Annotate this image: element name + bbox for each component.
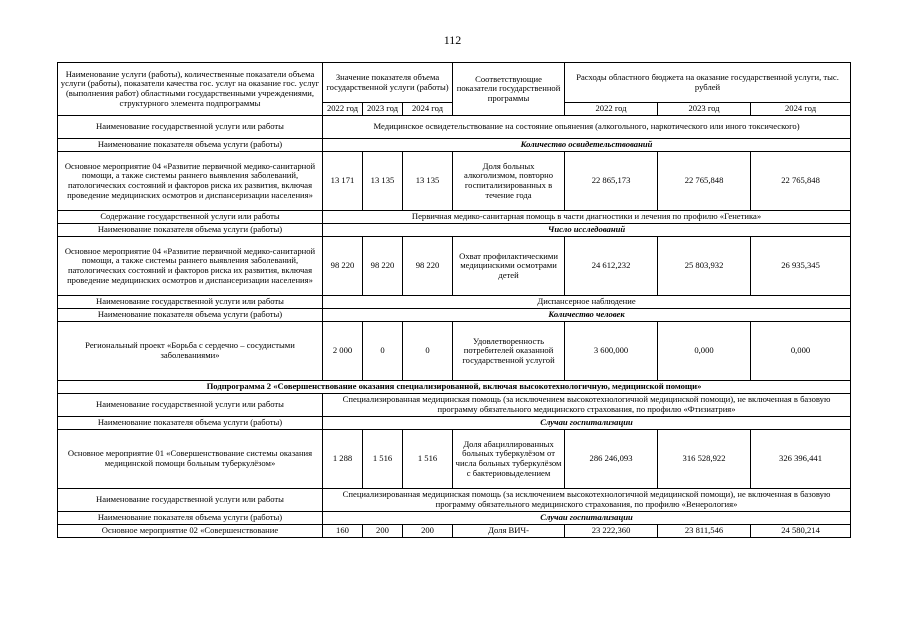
event-name: Основное мероприятие 04 «Развитие первичной медико-санитарной помощи, а также системы раннего выявления заболеваний, патологических состояний и факторов риска их развития, включая проведение медицинских осмотров и диспансеризации населения» (58, 237, 323, 296)
page-number: 112 (443, 33, 462, 47)
year-cell: 2024 год (403, 103, 453, 116)
program-indicator: Доля абациллированных больных туберкулёзом от числа больных туберкулёзом с бактериовыделением (453, 430, 565, 489)
subprogram-title: Подпрограмма 2 «Совершенствование оказания специализированной, включая высокотехнологичную, медицинской помощи» (58, 381, 851, 394)
indicator-name-row (58, 417, 851, 430)
expense-2022: 286 246,093 (565, 430, 658, 489)
header-volume-col: Значение показателя объема государственной услуги (работы) (323, 63, 453, 103)
service-name-value: Диспансерное наблюдение (323, 296, 851, 309)
indicator-name-label: Наименование показателя объема услуги (работы) (58, 309, 323, 322)
program-indicator: Доля больных алкоголизмом, повторно госпитализированных в течение года (453, 152, 565, 211)
service-content-label: Содержание государственной услуги или работы (58, 211, 323, 224)
indicator-name-label: Наименование показателя объема услуги (работы) (58, 417, 323, 430)
indicator-name-value: Количество человек (323, 309, 851, 322)
year-cell: 2022 год (565, 103, 658, 116)
service-name-label: Наименование государственной услуги или работы (58, 394, 323, 417)
header-expense-col: Расходы областного бюджета на оказание государственной услуги, тыс. рублей (565, 63, 851, 103)
indicator-name-row (58, 224, 851, 237)
indicator-name-row (58, 512, 851, 525)
header-row (58, 63, 851, 103)
service-name-row (58, 296, 851, 309)
year-cell: 2023 год (363, 103, 403, 116)
budget-table (57, 62, 851, 538)
volume-2022: 1 288 (323, 430, 363, 489)
service-name-label: Наименование государственной услуги или работы (58, 296, 323, 309)
event-name: Основное мероприятие 02 «Совершенствование (58, 525, 323, 538)
service-name-value: Специализированная медицинская помощь (за исключением высокотехнологичной медицинской помощи), не включенная в базовую программу обязательного медицинского страхования, по профилю «Венерология» (323, 489, 851, 512)
volume-2024: 200 (403, 525, 453, 538)
data-row (58, 322, 851, 381)
service-name-value: Медицинское освидетельствование на состояние опьянения (алкогольного, наркотического или иного токсического) (323, 116, 851, 139)
service-name-row (58, 394, 851, 417)
volume-2022: 2 000 (323, 322, 363, 381)
expense-2023: 25 803,932 (658, 237, 751, 296)
service-name-row (58, 116, 851, 139)
data-row (58, 525, 851, 538)
volume-2023: 200 (363, 525, 403, 538)
service-name-label: Наименование государственной услуги или работы (58, 116, 323, 139)
indicator-name-value: Случаи госпитализации (323, 512, 851, 525)
expense-2024: 24 580,214 (751, 525, 851, 538)
header-program-col: Соответствующие показатели государственной программы (453, 63, 565, 116)
volume-2023: 0 (363, 322, 403, 381)
indicator-name-row (58, 309, 851, 322)
expense-2022: 22 865,173 (565, 152, 658, 211)
indicator-name-label: Наименование показателя объема услуги (работы) (58, 224, 323, 237)
volume-2022: 13 171 (323, 152, 363, 211)
volume-2024: 0 (403, 322, 453, 381)
event-name: Основное мероприятие 04 «Развитие первичной медико-санитарной помощи, а также системы раннего выявления заболеваний, патологических состояний и факторов риска их развития, включая проведение медицинских осмотров и диспансеризации населения» (58, 152, 323, 211)
data-row (58, 152, 851, 211)
expense-2024: 26 935,345 (751, 237, 851, 296)
data-row (58, 237, 851, 296)
service-name-row (58, 489, 851, 512)
year-cell: 2023 год (658, 103, 751, 116)
expense-2024: 326 396,441 (751, 430, 851, 489)
year-cell: 2024 год (751, 103, 851, 116)
subprogram-row (58, 381, 851, 394)
expense-2023: 23 811,546 (658, 525, 751, 538)
indicator-name-label: Наименование показателя объема услуги (работы) (58, 139, 323, 152)
indicator-name-value: Количество освидетельствований (323, 139, 851, 152)
event-name: Основное мероприятие 01 «Совершенствование системы оказания медицинской помощи больным туберкулёзом» (58, 430, 323, 489)
expense-2023: 22 765,848 (658, 152, 751, 211)
indicator-name-row (58, 139, 851, 152)
volume-2023: 98 220 (363, 237, 403, 296)
program-indicator: Охват профилактическими медицинскими осмотрами детей (453, 237, 565, 296)
event-name: Региональный проект «Борьба с сердечно – сосудистыми заболеваниями» (58, 322, 323, 381)
volume-2024: 1 516 (403, 430, 453, 489)
expense-2023: 316 528,922 (658, 430, 751, 489)
volume-2024: 13 135 (403, 152, 453, 211)
expense-2024: 0,000 (751, 322, 851, 381)
service-content-row (58, 211, 851, 224)
volume-2024: 98 220 (403, 237, 453, 296)
expense-2024: 22 765,848 (751, 152, 851, 211)
expense-2022: 3 600,000 (565, 322, 658, 381)
service-name-label: Наименование государственной услуги или работы (58, 489, 323, 512)
expense-2022: 23 222,360 (565, 525, 658, 538)
volume-2022: 160 (323, 525, 363, 538)
program-indicator: Удовлетворенность потребителей оказанной государственной услугой (453, 322, 565, 381)
service-name-value: Специализированная медицинская помощь (за исключением высокотехнологичной медицинской помощи), не включенная в базовую программу обязательного медицинского страхования, по профилю «Фтизиатрия» (323, 394, 851, 417)
volume-2023: 13 135 (363, 152, 403, 211)
indicator-name-label: Наименование показателя объема услуги (работы) (58, 512, 323, 525)
indicator-name-value: Число исследований (323, 224, 851, 237)
data-row (58, 430, 851, 489)
indicator-name-value: Случаи госпитализации (323, 417, 851, 430)
service-content-value: Первичная медико-санитарная помощь в части диагностики и лечения по профилю «Генетика» (323, 211, 851, 224)
volume-2023: 1 516 (363, 430, 403, 489)
year-cell: 2022 год (323, 103, 363, 116)
volume-2022: 98 220 (323, 237, 363, 296)
header-service-col: Наименование услуги (работы), количественные показатели объема услуги (работы), показатели качества гос. услуг на оказание гос. услуг (выполнения работ) областными государственными учреждениями, структурного элемента подпрограммы (58, 63, 323, 116)
expense-2022: 24 612,232 (565, 237, 658, 296)
expense-2023: 0,000 (658, 322, 751, 381)
program-indicator: Доля ВИЧ- (453, 525, 565, 538)
